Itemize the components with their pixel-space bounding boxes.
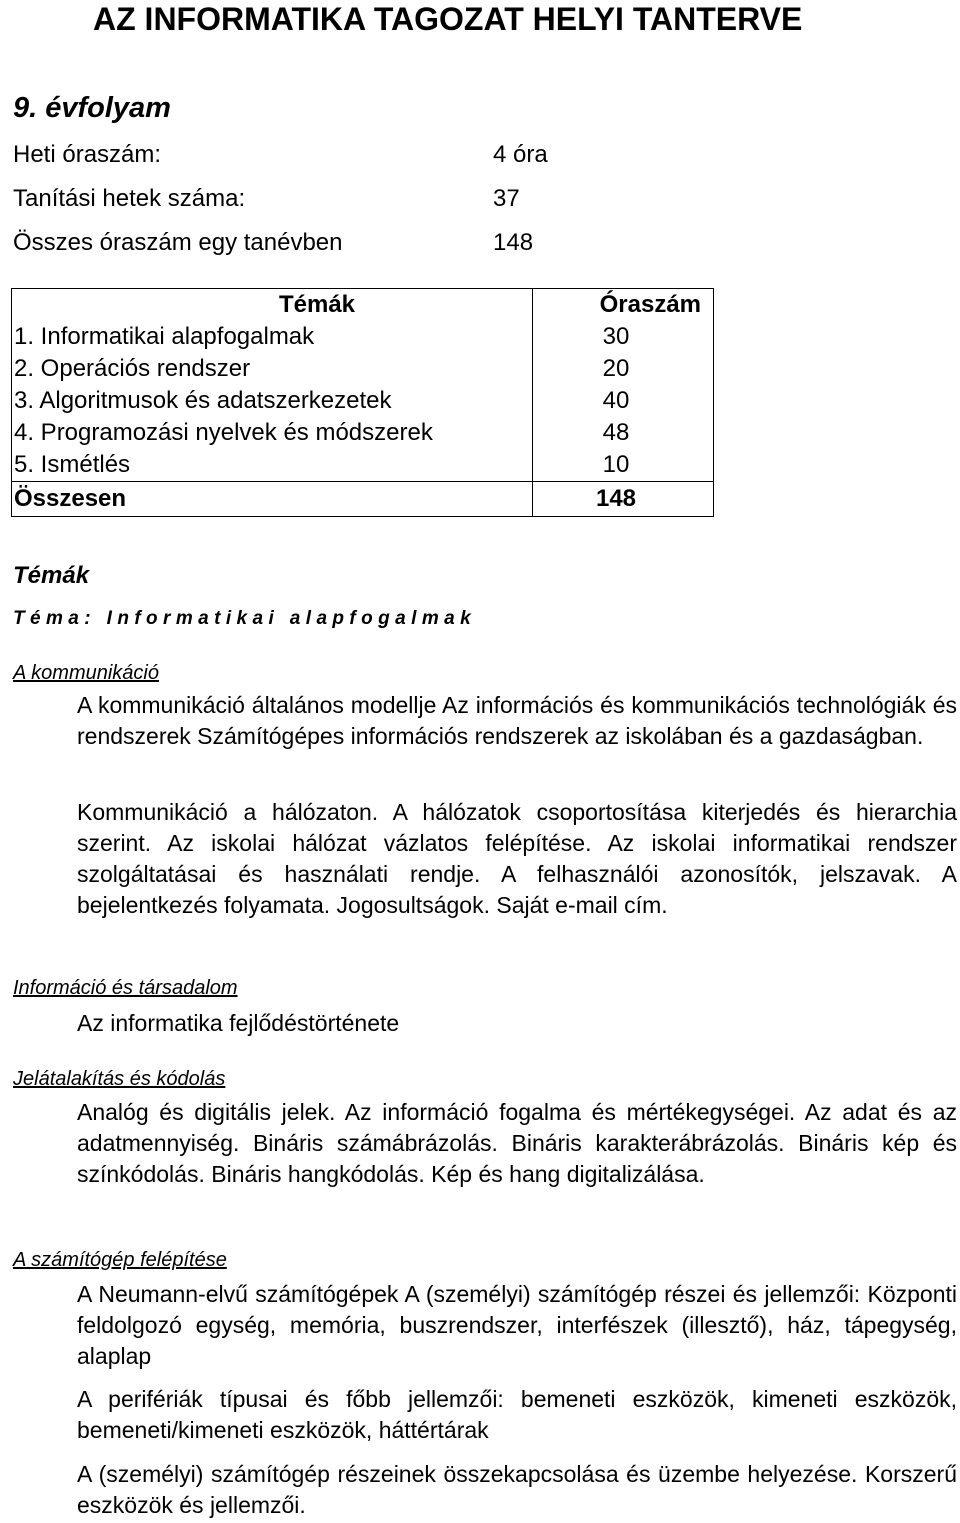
table-row bbox=[12, 449, 714, 482]
table-row bbox=[12, 321, 714, 353]
total-label: Összesen bbox=[12, 482, 533, 517]
hours-table bbox=[11, 288, 714, 517]
header-topics: Témák bbox=[12, 289, 533, 322]
info-label: Heti óraszám: bbox=[13, 141, 162, 168]
header-hours: Óraszám bbox=[533, 289, 714, 322]
row-topic: 4. Programozási nyelvek és módszerek bbox=[12, 417, 533, 449]
teaching-weeks-row bbox=[13, 184, 520, 214]
paragraph: A perifériák típusai és főbb jellemzői: bemeneti eszközök, kimeneti eszközök, bemeneti/kimeneti eszközök, háttértárak bbox=[77, 1386, 957, 1443]
info-value: 148 bbox=[493, 229, 534, 256]
table-row bbox=[12, 385, 714, 417]
table-total-row bbox=[12, 482, 714, 517]
table-header-row bbox=[12, 289, 714, 322]
section-title-computer: A számítógép felépítése bbox=[13, 1249, 227, 1271]
info-value: 4 óra bbox=[493, 141, 548, 168]
topics-heading: Témák bbox=[13, 562, 90, 589]
paragraph: A (személyi) számítógép részeinek összekapcsolása és üzembe helyezése. Korszerű eszközök és jellemzői. bbox=[77, 1461, 957, 1518]
grade-heading: 9. évfolyam bbox=[13, 92, 171, 124]
paragraph: Az informatika fejlődéstörténete bbox=[77, 1010, 400, 1036]
theme-heading: Téma: Informatikai alapfogalmak bbox=[13, 608, 477, 629]
paragraph: A Neumann-elvű számítógépek A (személyi) számítógép részei és jellemzői: Központi feldolgozó egység, memória, buszrendszer, interfészek (illesztő), ház, tápegység, alaplap bbox=[77, 1281, 957, 1369]
table-row bbox=[12, 353, 714, 385]
paragraph: A kommunikáció általános modellje Az információs és kommunikációs technológiák és rendszerek Számítógépes információs rendszerek az iskolában és a gazdaságban. bbox=[77, 692, 957, 749]
info-value: 37 bbox=[493, 185, 520, 212]
section-title-communication: A kommunikáció bbox=[13, 662, 159, 684]
row-hours: 30 bbox=[533, 321, 714, 353]
row-hours: 10 bbox=[533, 449, 714, 482]
section-title-encoding: Jelátalakítás és kódolás bbox=[13, 1068, 226, 1090]
row-hours: 40 bbox=[533, 385, 714, 417]
total-hours: 148 bbox=[533, 482, 714, 517]
total-hours-row bbox=[13, 228, 534, 258]
paragraph: Kommunikáció a hálózaton. A hálózatok csoportosítása kiterjedés és hierarchia szerint. Az iskolai hálózat vázlatos felépítése. Az iskolai informatikai rendszer szolgáltatásai és használati rendje. A felhasználói azonosítók, jelszavak. A bejelentkezés folyamata. Jogosultságok. Saját e-mail cím. bbox=[77, 799, 957, 918]
document-title: AZ INFORMATIKA TAGOZAT HELYI TANTERVE bbox=[93, 1, 803, 37]
section-title-society: Információ és társadalom bbox=[13, 977, 238, 999]
row-hours: 20 bbox=[533, 353, 714, 385]
row-topic: 1. Informatikai alapfogalmak bbox=[12, 321, 533, 353]
row-topic: 2. Operációs rendszer bbox=[12, 353, 533, 385]
table-row bbox=[12, 417, 714, 449]
row-topic: 3. Algoritmusok és adatszerkezetek bbox=[12, 385, 533, 417]
row-hours: 48 bbox=[533, 417, 714, 449]
weekly-hours-row bbox=[13, 140, 548, 170]
row-topic: 5. Ismétlés bbox=[12, 449, 533, 482]
info-label: Tanítási hetek száma: bbox=[13, 185, 246, 212]
info-label: Összes óraszám egy tanévben bbox=[13, 229, 343, 256]
paragraph: Analóg és digitális jelek. Az információ fogalma és mértékegységei. Az adat és az adatmennyiség. Bináris számábrázolás. Bináris karakterábrázolás. Bináris kép és színkódolás. Bináris hangkódolás. Kép és hang digitalizálása. bbox=[77, 1099, 957, 1187]
